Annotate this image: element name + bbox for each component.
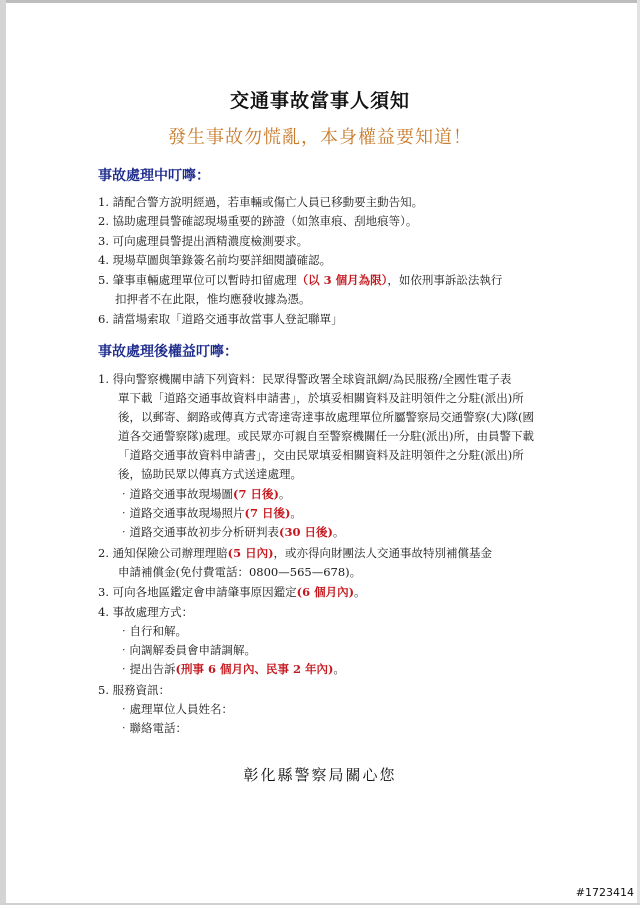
paragraph-line: 道各交通警察隊)處理。或民眾亦可親自至警察機關任一分駐(派出)所，由員警下載 [118, 429, 534, 443]
emphasis-text: (6 個月內) [296, 585, 355, 599]
section-heading-during: 事故處理中叮嚀： [98, 168, 210, 184]
paragraph-line: 1. 得向警察機關申請下列資料：民眾得警政署全球資訊網/為民服務/全國性電子表 [98, 372, 512, 386]
paragraph-line: 單下載「道路交通事故資料申請書」，於填妥相關資料及註明領件之分駐(派出)所 [118, 391, 524, 405]
list-item: 6. 請當場索取「道路交通事故當事人登記聯單」 [98, 312, 343, 326]
emphasis-text: (30 日後) [279, 525, 333, 539]
item-text: 5. 肇事車輛處理單位可以暫時扣留處理 [98, 273, 297, 287]
bullet-tail: 。 [333, 662, 345, 676]
bullet-tail: 。 [278, 487, 291, 501]
bullet-item [118, 662, 345, 677]
paragraph-line: 「道路交通事故資料申請書」，交由民眾填妥相關資料及註明領件之分駐(派出)所 [118, 448, 524, 462]
item-text: 3. 可向各地區鑑定會申請肇事原因鑑定 [98, 585, 297, 599]
paragraph-line: 後，以郵寄、網路或傳真方式寄達寄達事故處理單位所屬警察局交通警察(大)隊(國 [118, 410, 534, 424]
image-id-watermark: #1723414 [575, 886, 634, 899]
bullet-text: ‧道路交通事故現場照片 [118, 506, 245, 520]
list-item: 2. 協助處理員警確認現場重要的跡證（如煞車痕、刮地痕等）。 [98, 214, 418, 228]
item-text: ，或亦得向財團法人交通事故特別補償基金 [273, 546, 493, 560]
bullet-item [118, 506, 302, 521]
emphasis-text: （以 3 個月為限） [296, 273, 388, 287]
bullet-item [118, 487, 290, 502]
bullet-item: ‧處理單位人員姓名： [118, 702, 233, 716]
emphasis-text: (刑事 6 個月內、民事 2 年內) [175, 662, 334, 676]
section-heading-after: 事故處理後權益叮嚀： [98, 344, 238, 360]
paragraph-line: 申請補償金(免付費電話：0800—565—678)。 [118, 565, 362, 579]
bullet-item: ‧自行和解。 [118, 624, 187, 638]
bullet-item: ‧聯絡電話： [118, 721, 187, 735]
list-item: 4. 現場草圖與筆錄簽名前均要詳細閱讀確認。 [98, 253, 332, 267]
item-text: 。 [354, 585, 366, 599]
item-text: 2. 通知保險公司辦理理賠 [98, 546, 228, 560]
page-subtitle: 發生事故勿慌亂，本身權益要知道！ [168, 127, 472, 148]
footer-signature: 彰化縣警察局關心您 [243, 766, 397, 784]
paragraph-line: 5. 服務資訊： [98, 683, 171, 697]
paragraph-line [98, 546, 492, 561]
bullet-text: ‧道路交通事故初步分析研判表 [118, 525, 279, 539]
bullet-text: ‧提出告訴 [118, 662, 176, 676]
emphasis-text: (5 日內) [227, 546, 274, 560]
bullet-text: ‧道路交通事故現場圖 [118, 487, 233, 501]
list-item: 1. 請配合警方說明經過，若車輛或傷亡人員已移動要主動告知。 [98, 195, 424, 209]
bullet-item: ‧向調解委員會申請調解。 [118, 643, 256, 657]
bullet-tail: 。 [290, 506, 302, 520]
item-text: ，如依刑事訴訟法執行 [387, 273, 503, 287]
emphasis-text: (7 日後) [233, 487, 279, 501]
page-title: 交通事故當事人須知 [229, 90, 410, 112]
paragraph-line [98, 585, 366, 600]
paragraph-line: 後，協助民眾以傳真方式送達處理。 [118, 467, 302, 481]
paragraph-line: 4. 事故處理方式： [98, 605, 194, 619]
list-item [98, 273, 502, 288]
bullet-tail: 。 [332, 525, 345, 539]
bullet-item [118, 525, 344, 540]
list-item-continuation: 扣押者不在此限，惟均應發收據為憑。 [115, 292, 311, 306]
emphasis-text: (7 日後) [244, 506, 291, 520]
page-border-top [0, 0, 640, 3]
list-item: 3. 可向處理員警提出酒精濃度檢測要求。 [98, 234, 309, 248]
